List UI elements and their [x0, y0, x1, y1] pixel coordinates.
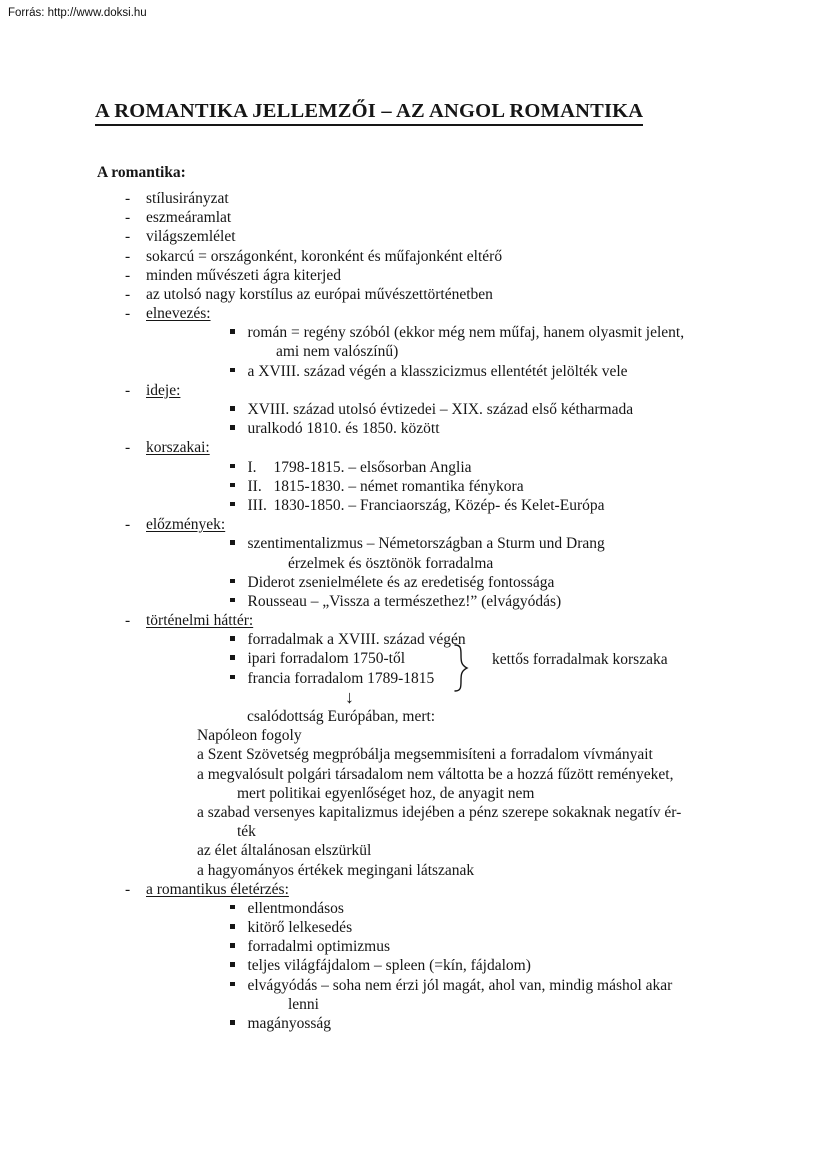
square-bullet-icon — [230, 1020, 235, 1025]
square-bullet-icon — [230, 406, 235, 411]
sub-list-item-label: francia forradalom 1789-1815 — [247, 669, 435, 687]
dash-bullet-icon: - — [125, 285, 131, 303]
sub-list-item — [0, 534, 827, 553]
reason-text: ték — [237, 823, 256, 841]
down-arrow-icon: ↓ — [345, 686, 354, 707]
dash-bullet-icon: - — [125, 247, 131, 265]
sub-list-item-label: 1798-1815. – elsősorban Anglia — [273, 458, 472, 476]
list-item-label: sokarcú = országonként, koronként és műfajonként eltérő — [146, 247, 503, 265]
list-item-eleterzes — [0, 880, 827, 899]
reason-line — [0, 861, 827, 880]
sub-list-item — [0, 477, 827, 496]
sub-list-item-label: ipari forradalom 1750-től — [247, 650, 406, 668]
document-body — [0, 163, 827, 1033]
continuation-text: lenni — [288, 995, 319, 1013]
reason-line-continuation — [0, 822, 827, 841]
reason-line — [0, 765, 827, 784]
sub-list-item-label: XVIII. század utolsó évtizedei – XIX. század első kétharmada — [247, 401, 634, 419]
square-bullet-icon — [230, 579, 235, 584]
sub-list-item-label: román = regény szóból (ekkor még nem műfaj, hanem olyasmit jelent, — [247, 324, 685, 342]
list-item-elozmenyek — [0, 515, 827, 534]
square-bullet-icon — [230, 905, 235, 910]
square-bullet-icon — [230, 675, 235, 680]
square-bullet-icon — [230, 483, 235, 488]
sub-list-item-label: uralkodó 1810. és 1850. között — [247, 420, 440, 438]
subsection-label: elnevezés: — [146, 305, 211, 323]
sub-list-item-label: Rousseau – „Vissza a természethez!” (elvágyódás) — [247, 592, 562, 610]
roman-numeral: III. — [247, 496, 267, 514]
list-item-label: világszemlélet — [146, 228, 236, 246]
sub-list-item-label: ellentmondásos — [247, 899, 344, 917]
sub-list-item — [0, 362, 827, 381]
list-item — [0, 208, 827, 227]
sub-list-item-label: Diderot zsenielmélete és az eredetiség fontossága — [247, 573, 555, 591]
consequence-text: csalódottság Európában, mert: — [247, 708, 436, 726]
dash-bullet-icon: - — [125, 381, 131, 399]
list-item-label: stílusirányzat — [146, 189, 229, 207]
consequence-intro — [0, 707, 827, 726]
sub-list-item — [0, 649, 827, 668]
square-bullet-icon — [230, 464, 235, 469]
square-bullet-icon — [230, 368, 235, 373]
section-heading: A romantika: — [97, 164, 186, 181]
sub-list-item — [0, 458, 827, 477]
list-item — [0, 285, 827, 304]
sub-list-item — [0, 937, 827, 956]
subsection-label: ideje: — [146, 381, 181, 399]
list-item-label: eszmeáramlat — [146, 209, 232, 227]
reason-text: a Szent Szövetség megpróbálja megsemmisíteni a forradalom vívmányait — [197, 746, 653, 764]
curly-brace-icon — [452, 643, 470, 693]
sub-list-item-label: forradalmak a XVIII. század végén — [247, 631, 466, 649]
sub-list-item-label: kitörő lelkesedés — [247, 919, 353, 937]
dash-bullet-icon: - — [125, 612, 131, 630]
square-bullet-icon — [230, 982, 235, 987]
arrow-line — [0, 688, 827, 707]
square-bullet-icon — [230, 502, 235, 507]
square-bullet-icon — [230, 962, 235, 967]
sub-list-item-label: 1815-1830. – német romantika fénykora — [273, 477, 524, 495]
square-bullet-icon — [230, 540, 235, 545]
square-bullet-icon — [230, 598, 235, 603]
sub-list-item-label: a XVIII. század végén a klasszicizmus ellentétét jelölték vele — [247, 362, 628, 380]
continuation-text: érzelmek és ösztönök forradalma — [288, 554, 494, 572]
list-item-tortenelmi-hatter — [0, 611, 827, 630]
reason-text: a hagyományos értékek megingani látszanak — [197, 861, 475, 879]
roman-numeral: II. — [247, 477, 262, 495]
sub-list-item — [0, 573, 827, 592]
reason-line-continuation — [0, 784, 827, 803]
reason-text: a szabad versenyes kapitalizmus idejében a pénz szerepe sokaknak negatív ér- — [197, 803, 682, 821]
list-item — [0, 266, 827, 285]
sub-list-item — [0, 400, 827, 419]
list-item-elnevezes — [0, 304, 827, 323]
roman-numeral: I. — [247, 458, 257, 476]
dash-bullet-icon: - — [125, 266, 131, 284]
sub-list-item — [0, 918, 827, 937]
list-item — [0, 189, 827, 208]
double-revolution-group — [0, 649, 827, 687]
subsection-label: történelmi háttér: — [146, 612, 254, 630]
sub-list-item-continuation — [0, 342, 827, 361]
sub-list-item-continuation — [0, 554, 827, 573]
sub-list-item — [0, 669, 827, 688]
reason-line — [0, 841, 827, 860]
square-bullet-icon — [230, 924, 235, 929]
reason-text: a megvalósult polgári társadalom nem váltotta be a hozzá fűzött reményeket, — [197, 765, 674, 783]
list-item-ideje — [0, 381, 827, 400]
sub-list-item-label: 1830-1850. – Franciaország, Közép- és Kelet-Európa — [273, 496, 605, 514]
sub-list-item — [0, 323, 827, 342]
dash-bullet-icon: - — [125, 228, 131, 246]
reason-line — [0, 726, 827, 745]
square-bullet-icon — [230, 425, 235, 430]
dash-bullet-icon: - — [125, 209, 131, 227]
dash-bullet-icon: - — [125, 189, 131, 207]
reason-text: az élet általánosan elszürkül — [197, 842, 372, 860]
sub-list-item — [0, 899, 827, 918]
subsection-label: előzmények: — [146, 516, 226, 534]
sub-list-item-label: teljes világfájdalom – spleen (=kín, fájdalom) — [247, 957, 531, 975]
sub-list-item — [0, 496, 827, 515]
sub-list-item-label: szentimentalizmus – Németországban a Sturm und Drang — [247, 535, 605, 553]
subsection-label: korszakai: — [146, 439, 210, 457]
reason-line — [0, 745, 827, 764]
sub-list-item-continuation — [0, 995, 827, 1014]
dash-bullet-icon: - — [125, 516, 131, 534]
dash-bullet-icon: - — [125, 880, 131, 898]
list-item-korszakai — [0, 438, 827, 457]
continuation-text: ami nem valószínű) — [276, 343, 399, 361]
sub-list-item — [0, 956, 827, 975]
dash-bullet-icon: - — [125, 439, 131, 457]
subsection-label: a romantikus életérzés: — [146, 880, 289, 898]
sub-list-item-label: elvágyódás – soha nem érzi jól magát, ahol van, mindig máshol akar — [247, 976, 673, 994]
sub-list-item — [0, 419, 827, 438]
square-bullet-icon — [230, 636, 235, 641]
list-item — [0, 247, 827, 266]
sub-list-item-label: forradalmi optimizmus — [247, 938, 390, 956]
dash-bullet-icon: - — [125, 305, 131, 323]
sub-list-item — [0, 1014, 827, 1033]
list-item-label: az utolsó nagy korstílus az európai művészettörténetben — [146, 285, 493, 303]
sub-list-item — [0, 976, 827, 995]
square-bullet-icon — [230, 655, 235, 660]
list-item — [0, 227, 827, 246]
sub-list-item — [0, 630, 827, 649]
page-title: A ROMANTIKA JELLEMZŐI – AZ ANGOL ROMANTIKA — [95, 100, 643, 126]
brace-label: kettős forradalmak korszaka — [492, 651, 668, 669]
square-bullet-icon — [230, 329, 235, 334]
reason-line — [0, 803, 827, 822]
sub-list-item-label: magányosság — [247, 1015, 332, 1033]
source-note: Forrás: http://www.doksi.hu — [8, 7, 147, 19]
sub-list-item — [0, 592, 827, 611]
list-item-label: minden művészeti ágra kiterjed — [146, 266, 341, 284]
reason-text: mert politikai egyenlőséget hoz, de anyagit nem — [237, 784, 535, 802]
reason-text: Napóleon fogoly — [197, 727, 302, 745]
square-bullet-icon — [230, 943, 235, 948]
